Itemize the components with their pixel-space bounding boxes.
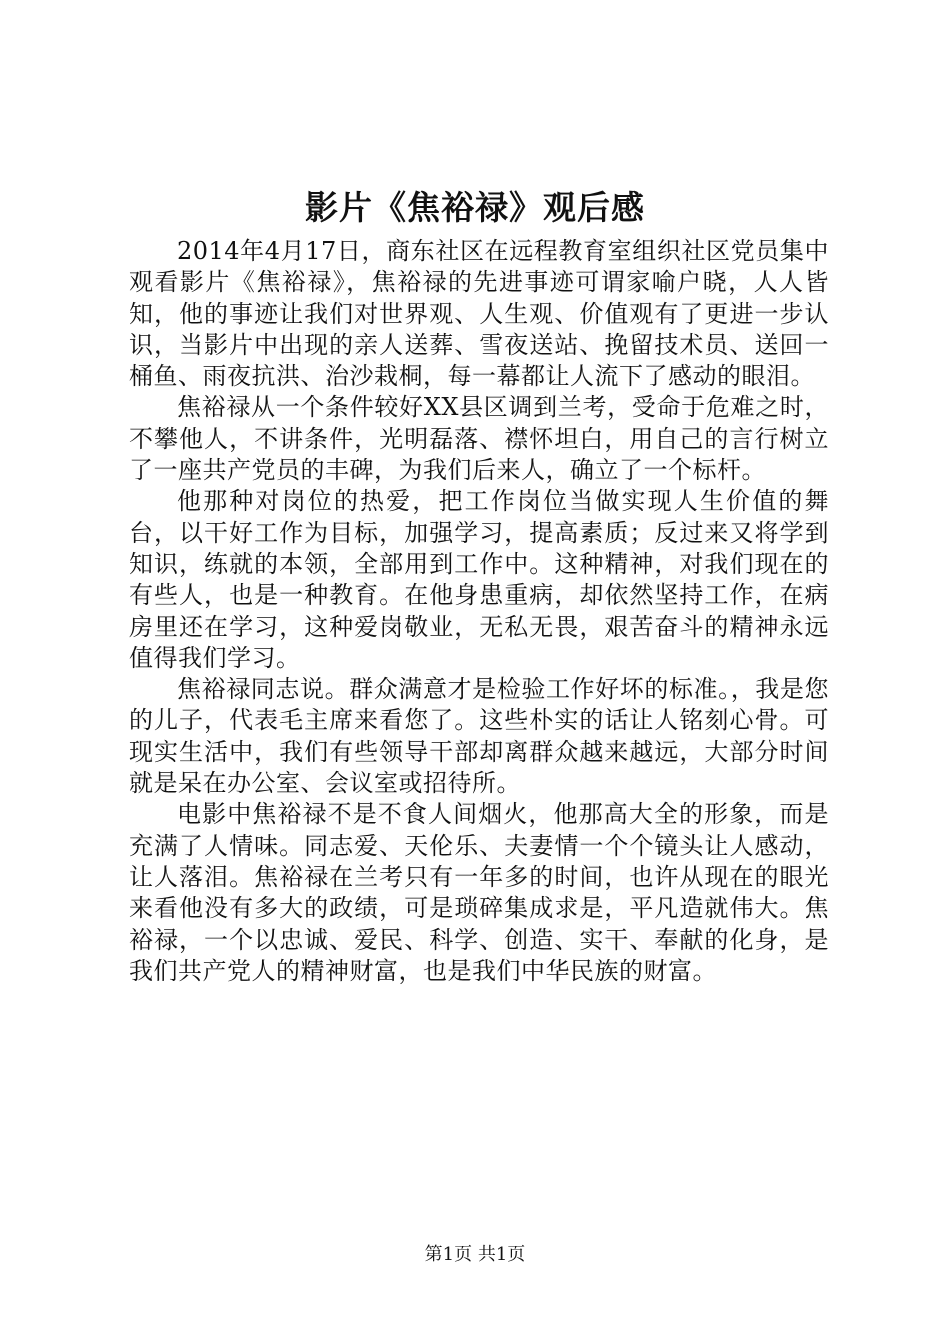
paragraph-2: 焦裕禄从一个条件较好XX县区调到兰考，受命于危难之时，不攀他人，不讲条件，光明磊落、襟怀坦白，用自己的言行树立了一座共产党员的丰碑，为我们后来人，确立了一个标杆。 (129, 393, 829, 485)
paragraph-4: 焦裕禄同志说。群众满意才是检验工作好坏的标准。，我是您的儿子，代表毛主席来看您了。这些朴实的话让人铭刻心骨。可现实生活中，我们有些领导干部却离群众越来越远，大部分时间就是呆在办公室、会议室或招待所。 (129, 675, 829, 798)
paragraph-1: 2014年4月17日，商东社区在远程教育室组织社区党员集中观看影片《焦裕禄》，焦裕禄的先进事迹可谓家喻户晓，人人皆知，他的事迹让我们对世界观、人生观、价值观有了更进一步认识，当影片中出现的亲人送葬、雪夜送站、挽留技术员、送回一桶鱼、雨夜抗洪、治沙栽桐，每一幕都让人流下了感动的眼泪。 (129, 237, 829, 391)
paragraph-3: 他那种对岗位的热爱，把工作岗位当做实现人生价值的舞台，以干好工作为目标，加强学习，提高素质；反过来又将学到知识，练就的本领，全部用到工作中。这种精神，对我们现在的有些人，也是一种教育。在他身患重病，却依然坚持工作，在病房里还在学习，这种爱岗敬业，无私无畏，艰苦奋斗的精神永远值得我们学习。 (129, 487, 829, 672)
paragraph-5: 电影中焦裕禄不是不食人间烟火，他那高大全的形象，而是充满了人情味。同志爱、天伦乐、夫妻情一个个镜头让人感动，让人落泪。焦裕禄在兰考只有一年多的时间，也许从现在的眼光来看他没有多大的政绩，可是琐碎集成求是，平凡造就伟大。焦裕禄，一个以忠诚、爱民、科学、创造、实干、奉献的化身，是我们共产党人的精神财富，也是我们中华民族的财富。 (129, 800, 829, 985)
page-number-footer: 第1页 共1页 (424, 1244, 526, 1265)
document-body (129, 236, 829, 987)
document-title: 影片《焦裕禄》观后感 (305, 188, 645, 227)
